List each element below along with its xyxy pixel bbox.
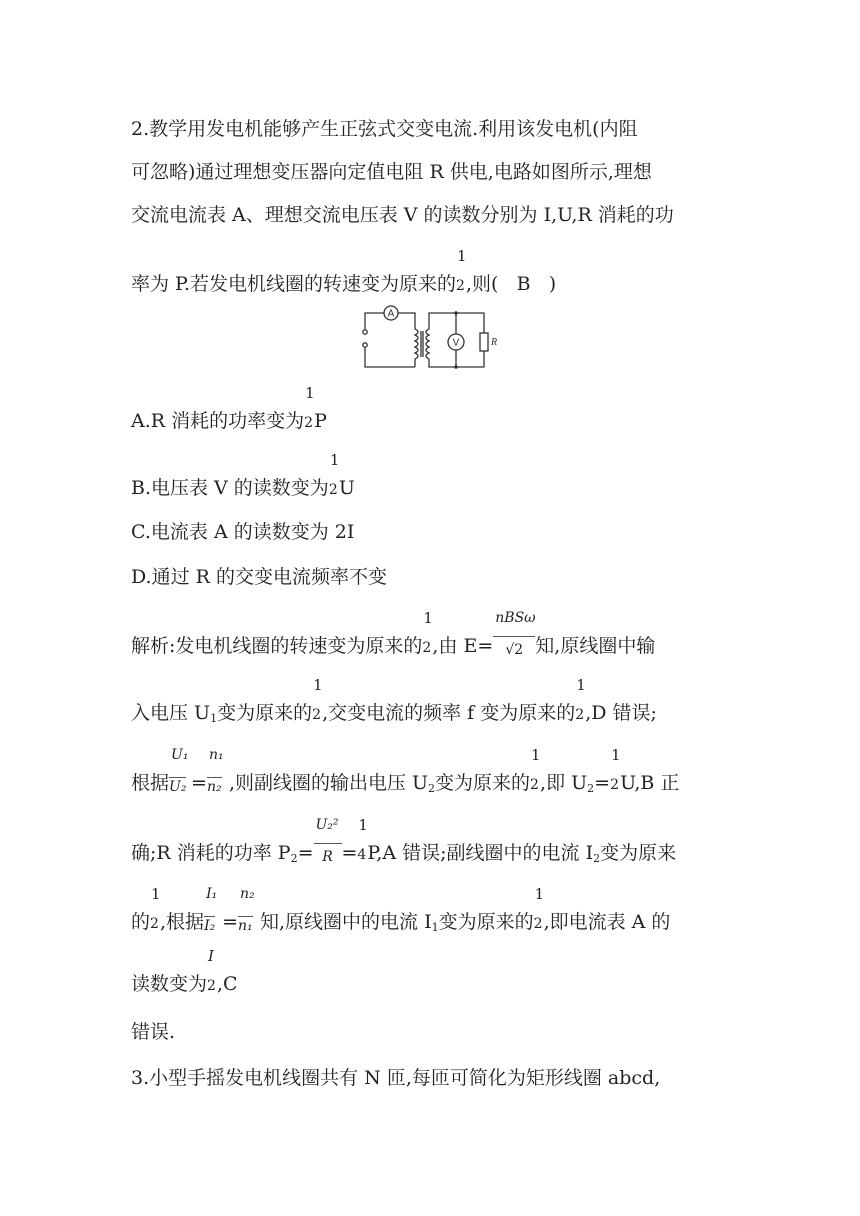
fraction-half: 1 2	[456, 247, 467, 294]
q2-line-1: 2.教学用发电机能够产生正弦式交变电流.利用该发电机(内阻	[131, 118, 638, 140]
analysis-line-1: 解析:发电机线圈的转速变为原来的 1 2 ,由 E= $\frac{\text{nBSω}}{√2}$知,原线圈中输	[131, 634, 655, 658]
analysis-line-6: 读数变为 I 2 ,C	[131, 947, 238, 995]
option-d: D.通过 R 的交变电流频率不变	[131, 566, 387, 588]
ammeter-label: A	[387, 308, 395, 320]
answer-label: B	[516, 273, 531, 295]
resistor-icon	[480, 333, 488, 351]
resistor-label: R	[491, 337, 498, 348]
voltmeter-label: V	[452, 337, 460, 349]
option-a: A.R 消耗的功率变为 1 2 P	[131, 384, 327, 432]
analysis-line-3: 根据 $\frac{\text{U₁}}{\text{U₂}}=$ $\frac{\text{n₁}}{\text{n₂}}$,则副线圈的输出电压 $U_2$变为原来的 1 2 ,即 $U_2=$ 1 2 U,B 正	[131, 746, 680, 795]
analysis-line-7: 错误.	[131, 1021, 176, 1043]
option-c: C.电流表 A 的读数变为 2I	[131, 521, 355, 543]
analysis-line-5: 的 1 2 ,根据 $\frac{\text{I₁}}{\text{I₂}}=$ $\frac{\text{n₂}}{\text{n₁}}$知,原线圈中的电流 $I_1$变为原来的 1 2 ,即电流表 A 的	[131, 885, 671, 934]
analysis-line-4: 确;R 消耗的功率 $P_2=$ $\frac{\text{U₂²}}{R}=$ 1 4 P,A 错误;副线圈中的电流 $I_2$变为原来	[131, 841, 676, 871]
q3-line-1: 3.小型手摇发电机线圈共有 N 匝,每匝可简化为矩形线圈 abcd,	[131, 1067, 661, 1089]
q2-line-4: 率为 P.若发电机线圈的转速变为原来的 1 2 ,则( B )	[131, 247, 557, 295]
q2-line-2: 可忽略)通过理想变压器向定值电阻 R 供电,电路如图所示,理想	[131, 161, 652, 183]
q2-line-3: 交流电流表 A、理想交流电压表 V 的读数分别为 I,U,R 消耗的功	[131, 204, 674, 226]
circuit-diagram	[357, 305, 499, 373]
option-b: B.电压表 V 的读数变为 1 2 U	[131, 451, 355, 499]
analysis-line-2: 入电压 $U_1$变为原来的 1 2 ,交变电流的频率 f 变为原来的 1 2 ,D 错误;	[131, 676, 657, 725]
